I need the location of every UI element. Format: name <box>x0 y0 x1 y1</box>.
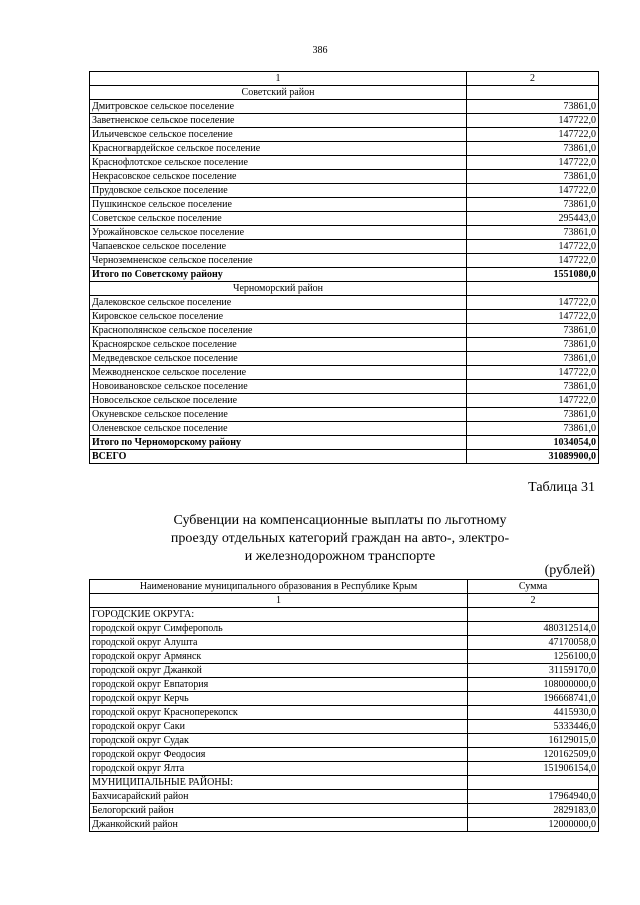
column-number-row <box>90 72 599 86</box>
settlement-amount: 147722,0 <box>467 394 599 408</box>
settlement-amount: 147722,0 <box>467 254 599 268</box>
settlement-name: Краснофлотское сельское поселение <box>90 156 467 170</box>
district-total-row <box>90 436 599 450</box>
table-title-line: и железнодорожном транспорте <box>244 549 436 564</box>
table-row <box>90 240 599 254</box>
municipality-amount: 151906154,0 <box>468 762 599 776</box>
table-row <box>90 170 599 184</box>
table-row <box>90 254 599 268</box>
table-row <box>90 156 599 170</box>
column-header: Наименование муниципального образования в Республике Крым <box>90 580 468 594</box>
settlement-amount: 73861,0 <box>467 338 599 352</box>
settlement-amount: 73861,0 <box>467 380 599 394</box>
settlement-amount: 147722,0 <box>467 184 599 198</box>
settlement-name: Прудовское сельское поселение <box>90 184 467 198</box>
table-row <box>90 622 599 636</box>
table-row <box>90 366 599 380</box>
municipality-amount: 47170058,0 <box>468 636 599 650</box>
settlement-name: Чапаевское сельское поселение <box>90 240 467 254</box>
table-row <box>90 678 599 692</box>
empty-cell <box>467 282 599 296</box>
municipality-amount: 480312514,0 <box>468 622 599 636</box>
municipality-amount: 196668741,0 <box>468 692 599 706</box>
municipality-amount: 120162509,0 <box>468 748 599 762</box>
empty-cell <box>467 86 599 100</box>
settlement-amount: 147722,0 <box>467 156 599 170</box>
settlement-amount: 73861,0 <box>467 226 599 240</box>
settlement-amount: 73861,0 <box>467 100 599 114</box>
grand-total-label: ВСЕГО <box>90 450 467 464</box>
table-row <box>90 692 599 706</box>
table-row <box>90 706 599 720</box>
district-total-row <box>90 268 599 282</box>
settlement-amount: 147722,0 <box>467 310 599 324</box>
grand-total-row <box>90 450 599 464</box>
municipality-amount: 4415930,0 <box>468 706 599 720</box>
settlement-name: Кировское сельское поселение <box>90 310 467 324</box>
settlement-amount: 147722,0 <box>467 114 599 128</box>
municipality-amount: 12000000,0 <box>468 818 599 832</box>
municipality-amount: 31159170,0 <box>468 664 599 678</box>
total-label: Итого по Черноморскому району <box>90 436 467 450</box>
total-label: Итого по Советскому району <box>90 268 467 282</box>
table-row <box>90 422 599 436</box>
district-heading-row <box>90 86 599 100</box>
municipality-name: городской округ Саки <box>90 720 468 734</box>
municipality-name: городской округ Судак <box>90 734 468 748</box>
municipality-amount: 17964940,0 <box>468 790 599 804</box>
table-row <box>90 296 599 310</box>
table-row <box>90 762 599 776</box>
table-row <box>90 408 599 422</box>
municipality-name: Джанкойский район <box>90 818 468 832</box>
transport-subvention-table <box>89 579 599 832</box>
settlement-amount: 147722,0 <box>467 128 599 142</box>
settlement-amount: 73861,0 <box>467 352 599 366</box>
currency-unit: (рублей) <box>544 563 595 578</box>
settlement-amount: 295443,0 <box>467 212 599 226</box>
municipality-amount: 5333446,0 <box>468 720 599 734</box>
table-row <box>90 142 599 156</box>
table-row <box>90 636 599 650</box>
settlement-name: Красноярское сельское поселение <box>90 338 467 352</box>
settlement-name: Некрасовское сельское поселение <box>90 170 467 184</box>
table-row <box>90 338 599 352</box>
section-heading: МУНИЦИПАЛЬНЫЕ РАЙОНЫ: <box>90 776 468 790</box>
table-number-label: Таблица 31 <box>528 480 595 495</box>
settlement-name: Урожайновское сельское поселение <box>90 226 467 240</box>
settlement-name: Далековское сельское поселение <box>90 296 467 310</box>
municipality-name: Белогорский район <box>90 804 468 818</box>
column-number-cell: 1 <box>90 72 467 86</box>
table-row <box>90 128 599 142</box>
section-heading-row <box>90 776 599 790</box>
grand-total-amount: 31089900,0 <box>467 450 599 464</box>
column-number-cell: 2 <box>467 72 599 86</box>
settlement-name: Заветненское сельское поселение <box>90 114 467 128</box>
settlement-name: Ильичевское сельское поселение <box>90 128 467 142</box>
municipality-name: городской округ Симферополь <box>90 622 468 636</box>
settlement-name: Пушкинское сельское поселение <box>90 198 467 212</box>
table-row <box>90 720 599 734</box>
municipality-name: городской округ Феодосия <box>90 748 468 762</box>
table-row <box>90 114 599 128</box>
settlement-name: Новосельское сельское поселение <box>90 394 467 408</box>
municipality-name: городской округ Красноперекопск <box>90 706 468 720</box>
table-row <box>90 394 599 408</box>
municipality-name: городской округ Джанкой <box>90 664 468 678</box>
municipality-name: городской округ Армянск <box>90 650 468 664</box>
municipality-name: Бахчисарайский район <box>90 790 468 804</box>
municipality-name: городской округ Ялта <box>90 762 468 776</box>
district-heading: Черноморский район <box>90 282 467 296</box>
settlement-amount: 73861,0 <box>467 198 599 212</box>
column-number-cell: 2 <box>468 594 599 608</box>
settlement-amount: 147722,0 <box>467 296 599 310</box>
district-heading: Советский район <box>90 86 467 100</box>
settlement-name: Межводненское сельское поселение <box>90 366 467 380</box>
table-title <box>120 512 560 566</box>
table-row <box>90 650 599 664</box>
section-heading-row <box>90 608 599 622</box>
settlement-name: Оленевское сельское поселение <box>90 422 467 436</box>
section-heading: ГОРОДСКИЕ ОКРУГА: <box>90 608 468 622</box>
empty-cell <box>468 608 599 622</box>
municipality-amount: 16129015,0 <box>468 734 599 748</box>
settlement-name: Дмитровское сельское поселение <box>90 100 467 114</box>
table-row <box>90 804 599 818</box>
table-row <box>90 734 599 748</box>
table-row <box>90 748 599 762</box>
settlement-amount: 73861,0 <box>467 324 599 338</box>
district-heading-row <box>90 282 599 296</box>
municipality-name: городской округ Евпатория <box>90 678 468 692</box>
settlement-amount: 73861,0 <box>467 422 599 436</box>
column-header: Сумма <box>468 580 599 594</box>
column-number-row <box>90 594 599 608</box>
settlement-name: Краснополянское сельское поселение <box>90 324 467 338</box>
table-title-line: Субвенции на компенсационные выплаты по льготному <box>173 513 507 528</box>
table-row <box>90 310 599 324</box>
municipality-amount: 108000000,0 <box>468 678 599 692</box>
settlement-name: Окуневское сельское поселение <box>90 408 467 422</box>
table-row <box>90 380 599 394</box>
table-row <box>90 198 599 212</box>
settlement-amount: 73861,0 <box>467 142 599 156</box>
settlement-name: Советское сельское поселение <box>90 212 467 226</box>
table-title-line: проезду отдельных категорий граждан на авто-, электро- <box>170 531 510 546</box>
municipality-name: городской округ Алушта <box>90 636 468 650</box>
table-row <box>90 212 599 226</box>
empty-cell <box>468 776 599 790</box>
settlement-amount: 147722,0 <box>467 366 599 380</box>
table-row <box>90 352 599 366</box>
table-row <box>90 100 599 114</box>
settlement-name: Медведевское сельское поселение <box>90 352 467 366</box>
municipality-amount: 1256100,0 <box>468 650 599 664</box>
total-amount: 1551080,0 <box>467 268 599 282</box>
table-row <box>90 818 599 832</box>
municipality-name: городской округ Керчь <box>90 692 468 706</box>
settlement-amount: 147722,0 <box>467 240 599 254</box>
settlement-amount: 73861,0 <box>467 408 599 422</box>
municipality-amount: 2829183,0 <box>468 804 599 818</box>
page-number: 386 <box>312 45 328 56</box>
table-row <box>90 226 599 240</box>
table-row <box>90 790 599 804</box>
table-row <box>90 324 599 338</box>
settlement-name: Новоивановское сельское поселение <box>90 380 467 394</box>
column-number-cell: 1 <box>90 594 468 608</box>
settlement-name: Красногвардейское сельское поселение <box>90 142 467 156</box>
table-row <box>90 184 599 198</box>
header-row <box>90 580 599 594</box>
settlement-amount: 73861,0 <box>467 170 599 184</box>
settlement-name: Черноземненское сельское поселение <box>90 254 467 268</box>
table-row <box>90 664 599 678</box>
settlements-subsidy-table <box>89 71 599 464</box>
total-amount: 1034054,0 <box>467 436 599 450</box>
